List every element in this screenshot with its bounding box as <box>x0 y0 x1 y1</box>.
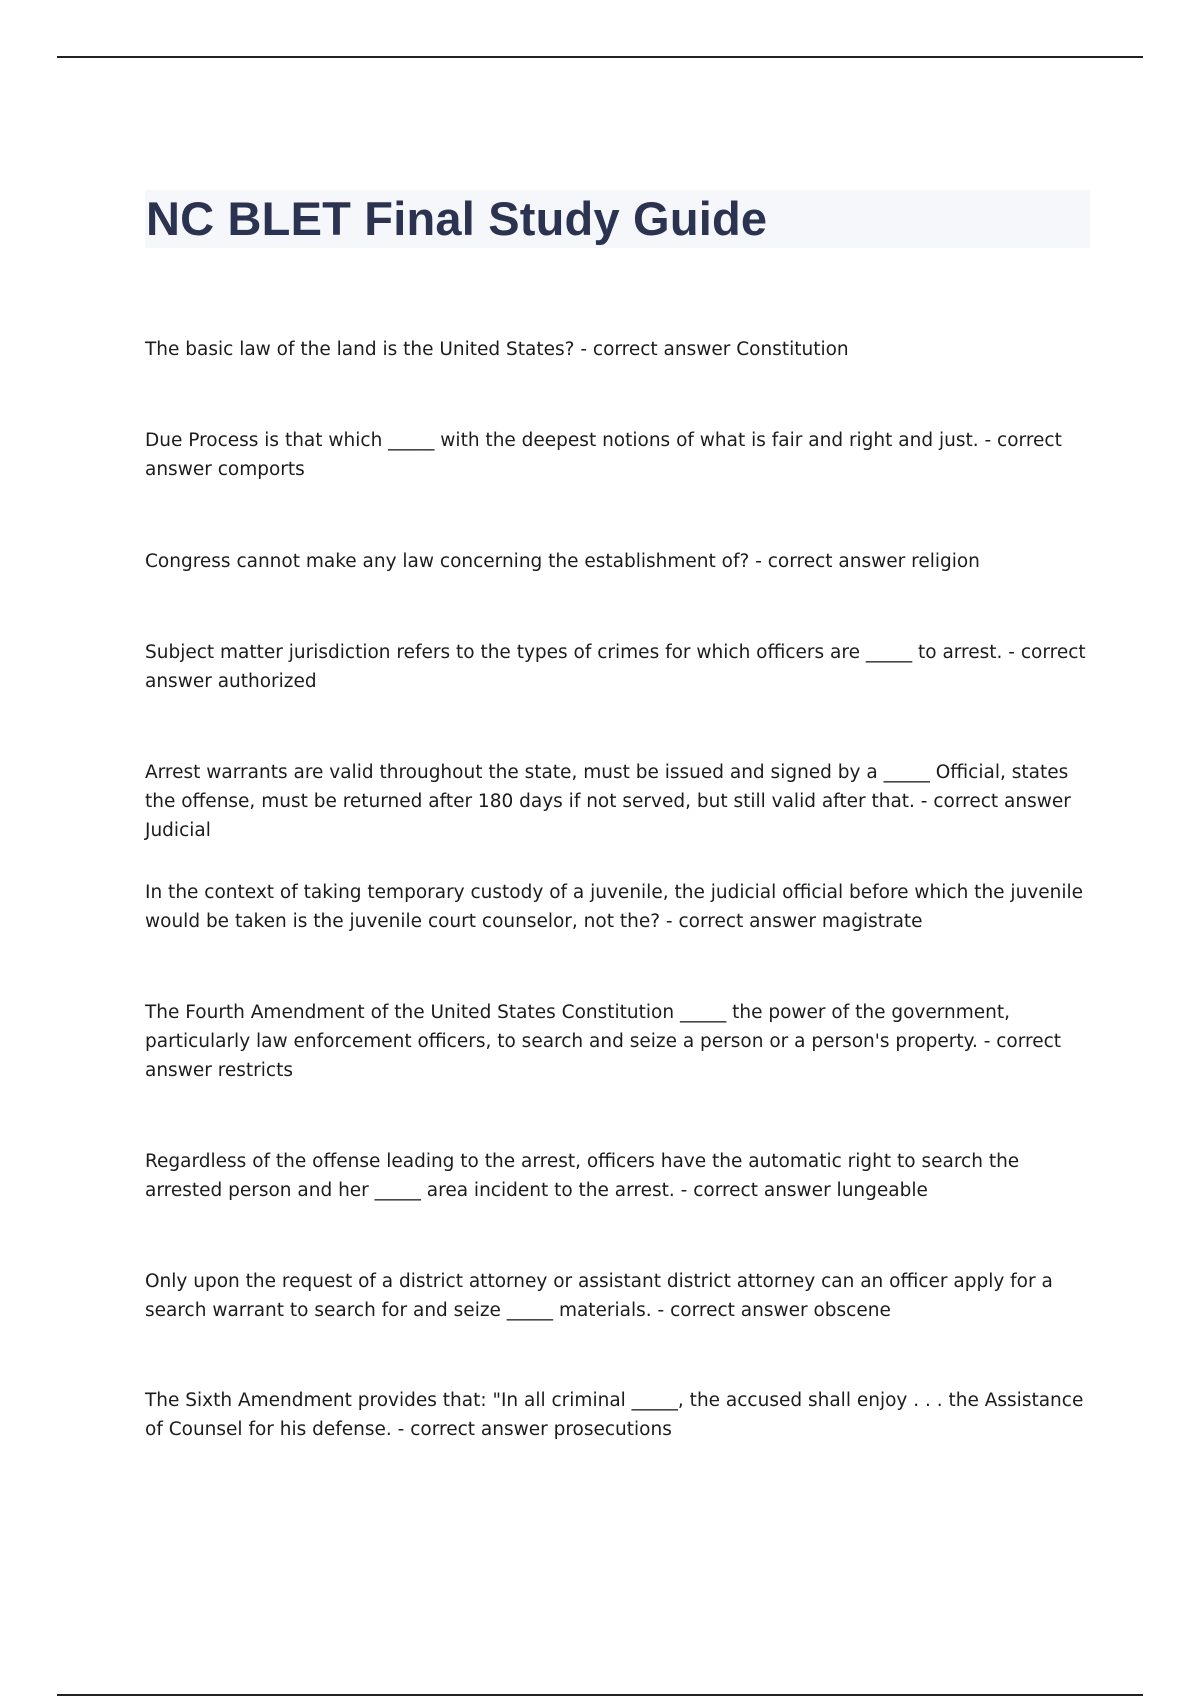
qa-item-2: Due Process is that which _____ with the deepest notions of what is fair and right and just. - correct answer comports <box>145 430 1062 480</box>
qa-item-4: Subject matter jurisdiction refers to the types of crimes for which officers are _____ to arrest. - correct answer authorized <box>145 642 1086 692</box>
qa-item-3: Congress cannot make any law concerning the establishment of? - correct answer religion <box>145 551 980 572</box>
qa-item-5: Arrest warrants are valid throughout the state, must be issued and signed by a _____ Official, states the offense, must be returned after 180 days if not served, but still valid after that. - correct answer Judicial <box>145 762 1071 841</box>
top-rule <box>57 56 1143 58</box>
bottom-rule <box>57 1694 1143 1696</box>
qa-item-6: In the context of taking temporary custody of a juvenile, the judicial official before which the juvenile would be taken is the juvenile court counselor, not the? - correct answer magistrate <box>145 882 1084 932</box>
qa-item-7: The Fourth Amendment of the United States Constitution _____ the power of the government, particularly law enforcement officers, to search and seize a person or a person's property. - correct answer restricts <box>145 1002 1062 1081</box>
qa-item-9: Only upon the request of a district attorney or assistant district attorney can an officer apply for a search warrant to search for and seize _____ materials. - correct answer obscene <box>145 1271 1053 1321</box>
qa-item-1: The basic law of the land is the United States? - correct answer Constitution <box>145 339 849 360</box>
qa-item-10: The Sixth Amendment provides that: "In all criminal _____, the accused shall enjoy . . . the Assistance of Counsel for his defense. - correct answer prosecutions <box>145 1390 1084 1440</box>
qa-item-8: Regardless of the offense leading to the arrest, officers have the automatic right to search the arrested person and her _____ area incident to the arrest. - correct answer lungeable <box>145 1151 1020 1201</box>
page-title: NC BLET Final Study Guide <box>146 192 768 245</box>
